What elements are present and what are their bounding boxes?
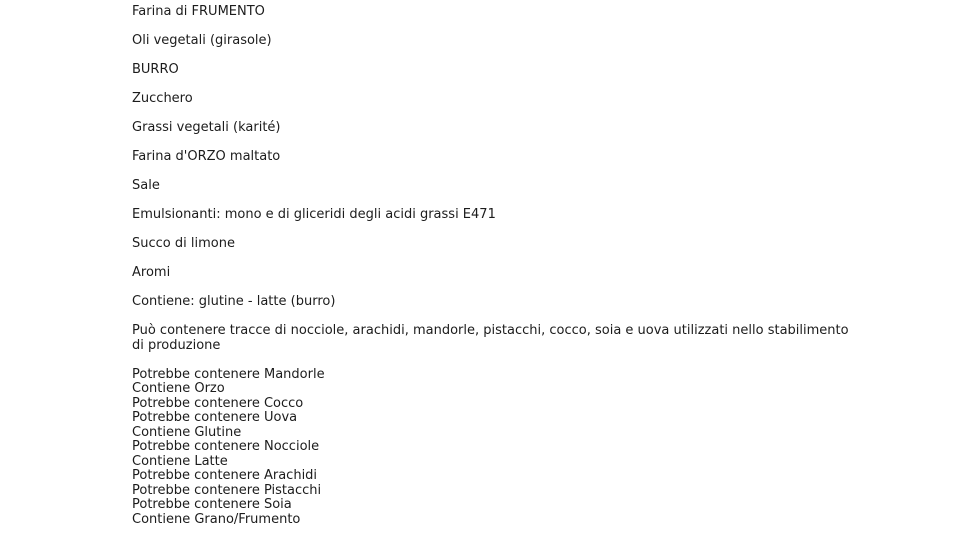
- ingredient-line: Zucchero: [132, 91, 193, 106]
- ingredient-line: Farina d'ORZO maltato: [132, 149, 281, 164]
- allergen-item: Potrebbe contenere Arachidi: [132, 468, 318, 483]
- allergen-item: Contiene Grano/Frumento: [132, 511, 301, 527]
- allergen-item: Contiene Orzo: [132, 381, 225, 396]
- allergen-item: Potrebbe contenere Uova: [132, 410, 298, 425]
- ingredient-line: Sale: [132, 178, 160, 193]
- allergen-list: [132, 368, 852, 528]
- traces-statement: Può contenere tracce di nocciole, arachidi, mandorle, pistacchi, cocco, soia e uova utilizzati nello stabilimento di produzione: [132, 323, 849, 353]
- allergen-item: Potrebbe contenere Cocco: [132, 395, 304, 411]
- ingredient-line: BURRO: [132, 62, 179, 77]
- ingredients-content: [132, 5, 852, 527]
- contains-statement: Contiene: glutine - latte (burro): [132, 294, 336, 309]
- ingredient-line: Aromi: [132, 265, 171, 280]
- ingredient-line: Farina di FRUMENTO: [132, 4, 265, 19]
- allergen-item: Potrebbe contenere Soia: [132, 497, 292, 512]
- allergen-item: Contiene Glutine: [132, 424, 242, 440]
- allergen-item: Contiene Latte: [132, 453, 228, 469]
- ingredient-line: Succo di limone: [132, 236, 235, 251]
- ingredient-line: Grassi vegetali (karité): [132, 120, 281, 135]
- allergen-item: Potrebbe contenere Pistacchi: [132, 482, 322, 498]
- ingredient-line: Oli vegetali (girasole): [132, 33, 272, 48]
- allergen-item: Potrebbe contenere Mandorle: [132, 366, 325, 382]
- allergen-item: Potrebbe contenere Nocciole: [132, 439, 320, 454]
- ingredient-line: Emulsionanti: mono e di gliceridi degli acidi grassi E471: [132, 207, 496, 222]
